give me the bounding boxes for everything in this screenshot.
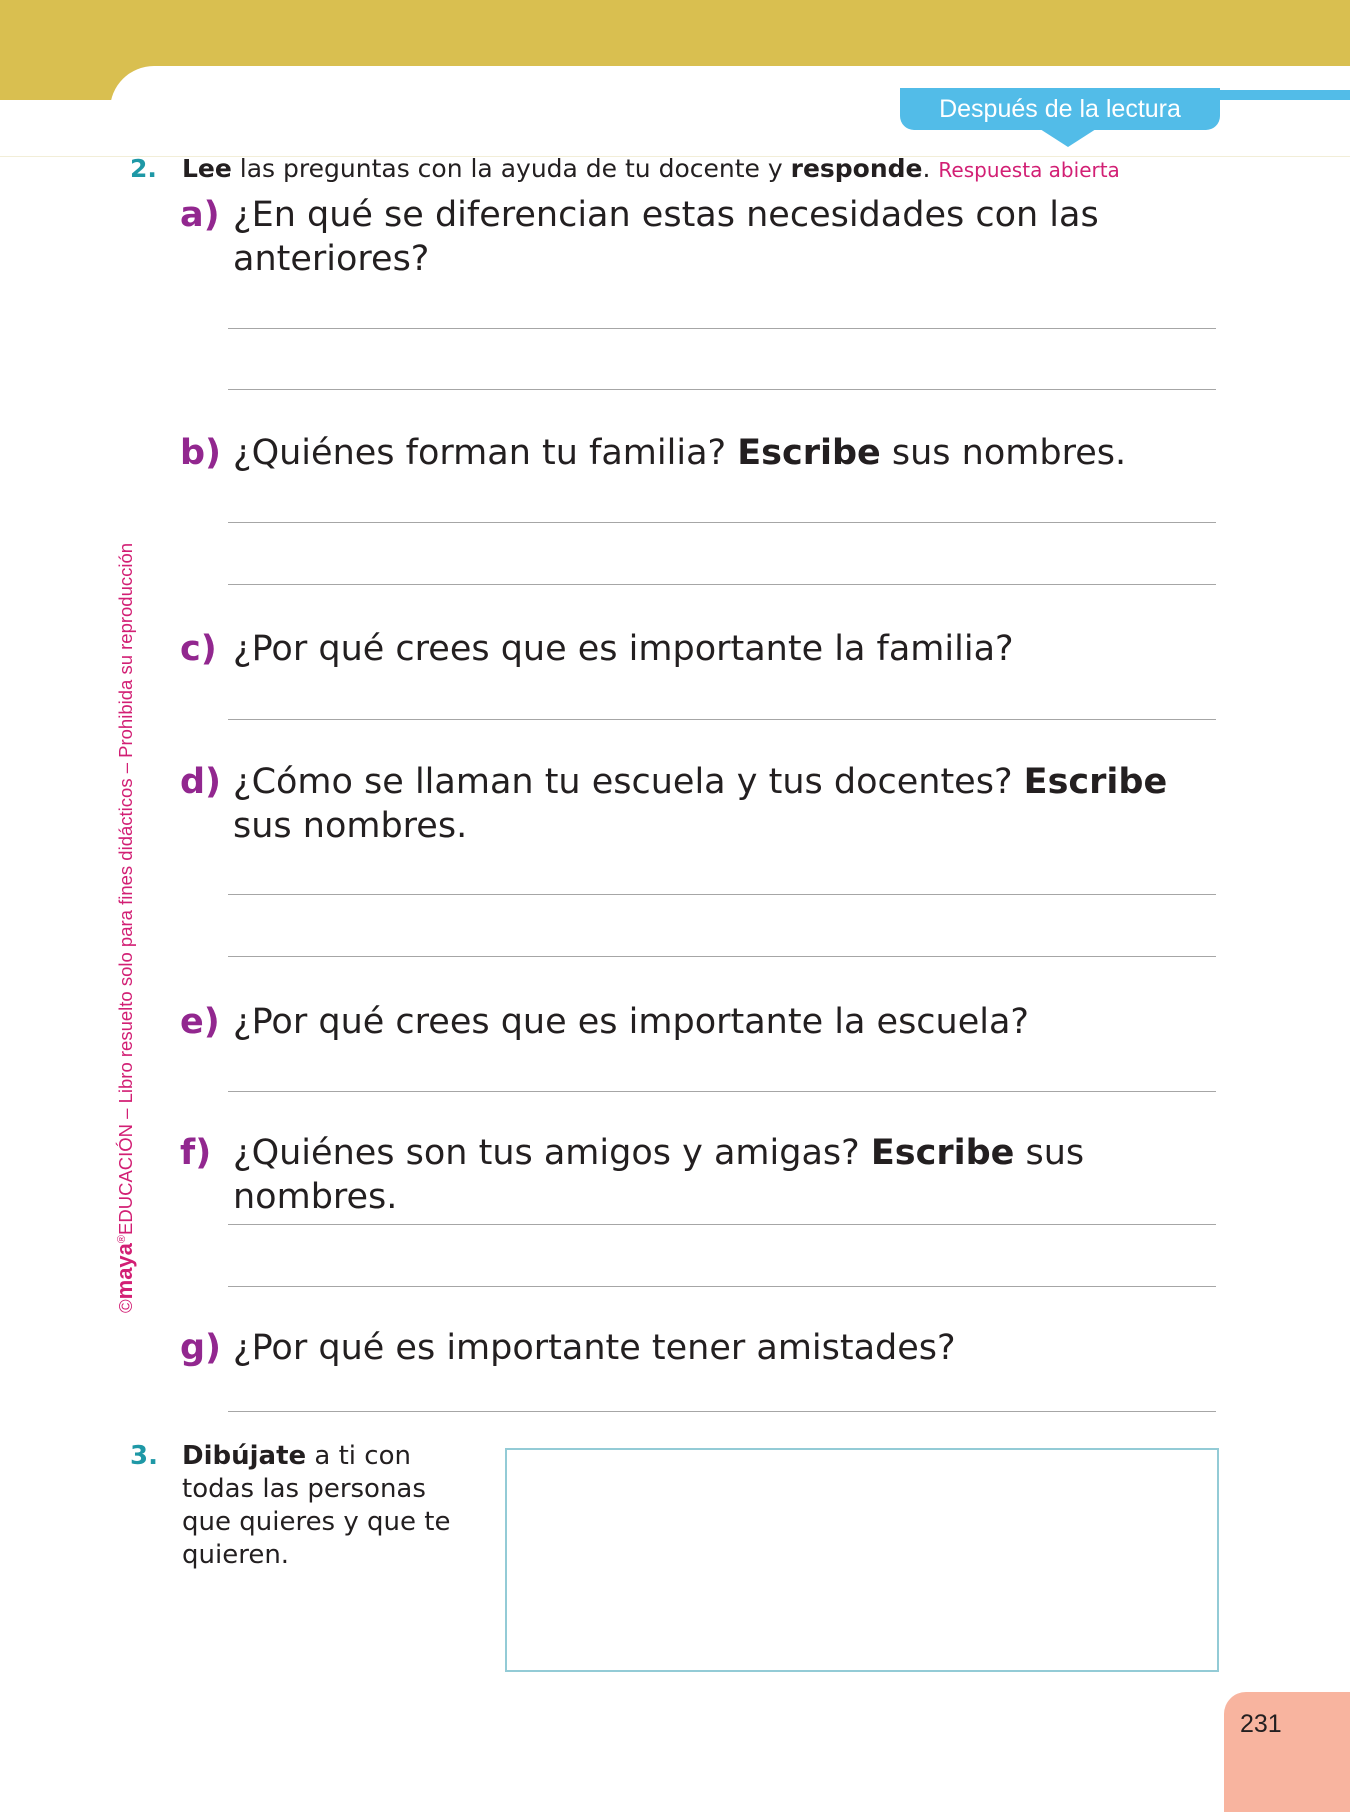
question-letter: d) [180, 762, 222, 802]
answer-line-a1[interactable] [228, 328, 1216, 329]
question-d [180, 760, 1220, 848]
question-letter: e) [180, 1002, 220, 1042]
exercise-3-number: 3. [130, 1441, 158, 1471]
question-letter: b) [180, 433, 222, 473]
exercise-2-number: 2. [130, 154, 157, 183]
answer-line-e1[interactable] [228, 1091, 1216, 1092]
section-label: Después de la lectura [900, 88, 1220, 130]
verb-escribe: Escribe [1023, 762, 1168, 802]
answer-line-b2[interactable] [228, 584, 1216, 585]
instruction-text: las preguntas con la ayuda de tu docente y [231, 154, 791, 183]
question-text [233, 431, 1220, 475]
question-text-start: ¿Quiénes forman tu familia? [233, 433, 738, 473]
verb-escribe: Escribe [870, 1133, 1015, 1173]
question-text: ¿Por qué es importante tener amistades? [233, 1328, 956, 1368]
answer-line-f1[interactable] [228, 1224, 1216, 1225]
answer-line-g1[interactable] [228, 1411, 1216, 1412]
question-text-end: sus nombres. [233, 806, 468, 846]
question-letter: g) [180, 1328, 222, 1368]
question-e [180, 1000, 1220, 1044]
section-strip [1200, 90, 1350, 100]
section-tab-notch [1040, 129, 1096, 147]
copyright-text: EDUCACIÓN – Libro resuelto solo para fines didácticos – Prohibida su reproducción [115, 542, 136, 1235]
question-text-start: ¿Quiénes son tus amigos y amigas? [233, 1133, 871, 1173]
copyright-notice [112, 543, 138, 1313]
question-letter: c) [180, 629, 217, 669]
drawing-box[interactable] [505, 1448, 1219, 1672]
question-letter: a) [180, 195, 220, 235]
question-text-start: ¿Cómo se llaman tu escuela y tus docentes? [233, 762, 1024, 802]
question-letter: f) [180, 1133, 212, 1173]
question-text-end: sus nombres. [233, 1133, 1085, 1217]
verb-lee: Lee [182, 154, 232, 183]
question-text-end: sus nombres. [880, 433, 1127, 473]
answer-line-c1[interactable] [228, 719, 1216, 720]
question-f [180, 1131, 1220, 1219]
brand-logo: maya [112, 1243, 137, 1300]
question-text: ¿Por qué crees que es importante la familia? [233, 629, 1014, 669]
question-c [180, 627, 1220, 671]
question-g [180, 1326, 1220, 1370]
answer-line-b1[interactable] [228, 522, 1216, 523]
exercise-3-instruction [182, 1440, 482, 1572]
question-text: ¿Por qué crees que es importante la escuela? [233, 1002, 1030, 1042]
copyright-symbol: © [115, 1299, 136, 1313]
registered-mark: ® [115, 1234, 128, 1244]
answer-line-d1[interactable] [228, 894, 1216, 895]
question-text [233, 1131, 1220, 1219]
verb-dibujate: Dibújate [182, 1441, 307, 1471]
verb-escribe: Escribe [737, 433, 881, 473]
question-b [180, 431, 1220, 475]
answer-line-d2[interactable] [228, 956, 1216, 957]
page-number: 231 [1240, 1710, 1282, 1738]
answer-note: Respuesta abierta [938, 158, 1120, 182]
answer-line-f2[interactable] [228, 1286, 1216, 1287]
exercise-2-instruction [130, 152, 1120, 187]
exercise-3-text: a ti con todas las personas que quieres y que te quieren. [182, 1441, 451, 1570]
answer-line-a2[interactable] [228, 389, 1216, 390]
question-text [233, 760, 1220, 848]
question-a [180, 193, 1220, 281]
instruction-text-end: . [922, 154, 939, 183]
verb-responde: responde [790, 154, 923, 183]
question-text: ¿En qué se diferencian estas necesidades con las anteriores? [233, 195, 1099, 279]
